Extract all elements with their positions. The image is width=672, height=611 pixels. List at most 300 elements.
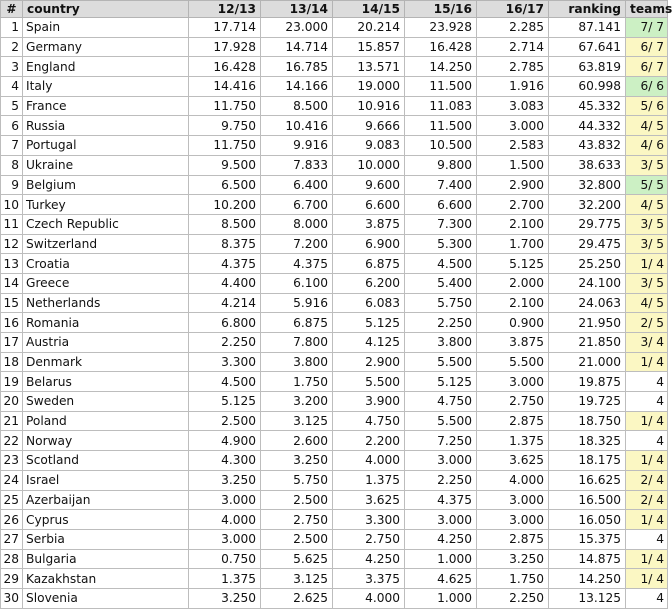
season-2-points-cell: 5.916 — [261, 293, 333, 313]
season-1-points-cell: 3.250 — [189, 470, 261, 490]
season-2-points-cell: 9.916 — [261, 136, 333, 156]
country-name-cell: Slovenia — [23, 588, 189, 608]
season-1-points-cell: 3.000 — [189, 490, 261, 510]
ranking-total-cell: 18.325 — [549, 431, 626, 451]
rank-number-cell: 28 — [1, 549, 23, 569]
season-3-points-cell: 6.600 — [333, 195, 405, 215]
ranking-total-cell: 29.775 — [549, 214, 626, 234]
ranking-total-cell: 87.141 — [549, 18, 626, 38]
table-row — [1, 273, 668, 293]
season-4-points-cell: 23.928 — [405, 18, 477, 38]
column-header-season-3[interactable]: 14/15 — [333, 1, 405, 18]
season-1-points-cell: 4.000 — [189, 510, 261, 530]
table-row — [1, 510, 668, 530]
season-1-points-cell: 9.500 — [189, 155, 261, 175]
country-name-cell: Spain — [23, 18, 189, 38]
rank-number-cell: 24 — [1, 470, 23, 490]
country-name-cell: Czech Republic — [23, 214, 189, 234]
teams-remaining-cell: 6/ 7 — [626, 37, 668, 57]
ranking-total-cell: 18.175 — [549, 451, 626, 471]
rank-number-cell: 3 — [1, 57, 23, 77]
season-1-points-cell: 4.900 — [189, 431, 261, 451]
country-name-cell: Russia — [23, 116, 189, 136]
season-4-points-cell: 2.250 — [405, 470, 477, 490]
rank-number-cell: 8 — [1, 155, 23, 175]
teams-remaining-cell: 3/ 5 — [626, 214, 668, 234]
rank-number-cell: 22 — [1, 431, 23, 451]
season-5-points-cell: 0.900 — [477, 313, 549, 333]
season-2-points-cell: 23.000 — [261, 18, 333, 38]
season-5-points-cell: 2.583 — [477, 136, 549, 156]
season-4-points-cell: 4.500 — [405, 254, 477, 274]
column-header-season-5[interactable]: 16/17 — [477, 1, 549, 18]
season-1-points-cell: 8.375 — [189, 234, 261, 254]
season-4-points-cell: 4.375 — [405, 490, 477, 510]
ranking-total-cell: 44.332 — [549, 116, 626, 136]
country-name-cell: Portugal — [23, 136, 189, 156]
table-row — [1, 333, 668, 353]
ranking-total-cell: 16.500 — [549, 490, 626, 510]
season-1-points-cell: 2.500 — [189, 411, 261, 431]
table-row — [1, 293, 668, 313]
season-2-points-cell: 3.125 — [261, 569, 333, 589]
ranking-total-cell: 63.819 — [549, 57, 626, 77]
season-2-points-cell: 8.500 — [261, 96, 333, 116]
season-4-points-cell: 4.250 — [405, 529, 477, 549]
teams-remaining-cell: 1/ 4 — [626, 352, 668, 372]
country-name-cell: Romania — [23, 313, 189, 333]
teams-remaining-cell: 1/ 4 — [626, 254, 668, 274]
table-row — [1, 195, 668, 215]
ranking-total-cell: 21.950 — [549, 313, 626, 333]
season-2-points-cell: 10.416 — [261, 116, 333, 136]
season-4-points-cell: 4.750 — [405, 392, 477, 412]
teams-remaining-cell: 2/ 4 — [626, 490, 668, 510]
rank-number-cell: 12 — [1, 234, 23, 254]
season-3-points-cell: 2.900 — [333, 352, 405, 372]
rank-number-cell: 15 — [1, 293, 23, 313]
season-5-points-cell: 4.000 — [477, 470, 549, 490]
season-5-points-cell: 2.875 — [477, 411, 549, 431]
season-1-points-cell: 3.000 — [189, 529, 261, 549]
table-row — [1, 77, 668, 97]
season-1-points-cell: 17.928 — [189, 37, 261, 57]
table-row — [1, 175, 668, 195]
rank-number-cell: 27 — [1, 529, 23, 549]
season-1-points-cell: 6.500 — [189, 175, 261, 195]
season-4-points-cell: 7.300 — [405, 214, 477, 234]
rank-number-cell: 14 — [1, 273, 23, 293]
column-header-num[interactable]: # — [1, 1, 23, 18]
season-1-points-cell: 17.714 — [189, 18, 261, 38]
country-name-cell: Scotland — [23, 451, 189, 471]
season-4-points-cell: 9.800 — [405, 155, 477, 175]
season-4-points-cell: 5.500 — [405, 352, 477, 372]
season-1-points-cell: 11.750 — [189, 136, 261, 156]
season-4-points-cell: 5.750 — [405, 293, 477, 313]
season-2-points-cell: 6.700 — [261, 195, 333, 215]
table-row — [1, 254, 668, 274]
table-row — [1, 451, 668, 471]
teams-remaining-cell: 3/ 5 — [626, 155, 668, 175]
teams-remaining-cell: 6/ 7 — [626, 57, 668, 77]
column-header-season-4[interactable]: 15/16 — [405, 1, 477, 18]
season-4-points-cell: 7.400 — [405, 175, 477, 195]
rank-number-cell: 9 — [1, 175, 23, 195]
country-name-cell: Belgium — [23, 175, 189, 195]
season-5-points-cell: 2.100 — [477, 214, 549, 234]
season-5-points-cell: 5.500 — [477, 352, 549, 372]
column-header-teams[interactable]: teams — [626, 1, 668, 18]
ranking-total-cell: 32.200 — [549, 195, 626, 215]
rank-number-cell: 5 — [1, 96, 23, 116]
country-name-cell: Bulgaria — [23, 549, 189, 569]
teams-remaining-cell: 4 — [626, 588, 668, 608]
table-row — [1, 392, 668, 412]
teams-remaining-cell: 4 — [626, 529, 668, 549]
rank-number-cell: 7 — [1, 136, 23, 156]
country-name-cell: Ukraine — [23, 155, 189, 175]
season-2-points-cell: 7.800 — [261, 333, 333, 353]
season-2-points-cell: 14.714 — [261, 37, 333, 57]
teams-remaining-cell: 5/ 5 — [626, 175, 668, 195]
season-5-points-cell: 2.250 — [477, 588, 549, 608]
ranking-total-cell: 14.250 — [549, 569, 626, 589]
rank-number-cell: 6 — [1, 116, 23, 136]
season-2-points-cell: 2.625 — [261, 588, 333, 608]
season-1-points-cell: 5.125 — [189, 392, 261, 412]
ranking-total-cell: 25.250 — [549, 254, 626, 274]
country-name-cell: Austria — [23, 333, 189, 353]
country-name-cell: England — [23, 57, 189, 77]
season-5-points-cell: 1.700 — [477, 234, 549, 254]
table-row — [1, 214, 668, 234]
column-header-ranking[interactable]: ranking — [549, 1, 626, 18]
table-row — [1, 431, 668, 451]
table-row — [1, 569, 668, 589]
season-3-points-cell: 19.000 — [333, 77, 405, 97]
ranking-total-cell: 24.100 — [549, 273, 626, 293]
season-3-points-cell: 3.875 — [333, 214, 405, 234]
ranking-total-cell: 18.750 — [549, 411, 626, 431]
season-4-points-cell: 11.500 — [405, 116, 477, 136]
teams-remaining-cell: 3/ 5 — [626, 273, 668, 293]
season-5-points-cell: 3.875 — [477, 333, 549, 353]
season-3-points-cell: 15.857 — [333, 37, 405, 57]
season-3-points-cell: 4.250 — [333, 549, 405, 569]
season-3-points-cell: 2.750 — [333, 529, 405, 549]
season-4-points-cell: 2.250 — [405, 313, 477, 333]
rank-number-cell: 25 — [1, 490, 23, 510]
country-name-cell: Denmark — [23, 352, 189, 372]
season-5-points-cell: 5.125 — [477, 254, 549, 274]
season-2-points-cell: 7.200 — [261, 234, 333, 254]
teams-remaining-cell: 1/ 4 — [626, 510, 668, 530]
season-1-points-cell: 3.250 — [189, 588, 261, 608]
season-1-points-cell: 10.200 — [189, 195, 261, 215]
country-name-cell: Netherlands — [23, 293, 189, 313]
teams-remaining-cell: 1/ 4 — [626, 411, 668, 431]
season-4-points-cell: 5.125 — [405, 372, 477, 392]
country-name-cell: Belarus — [23, 372, 189, 392]
season-5-points-cell: 2.900 — [477, 175, 549, 195]
rank-number-cell: 30 — [1, 588, 23, 608]
season-4-points-cell: 3.000 — [405, 451, 477, 471]
table-row — [1, 96, 668, 116]
table-row — [1, 529, 668, 549]
country-name-cell: Poland — [23, 411, 189, 431]
season-3-points-cell: 20.214 — [333, 18, 405, 38]
season-1-points-cell: 0.750 — [189, 549, 261, 569]
teams-remaining-cell: 4 — [626, 372, 668, 392]
teams-remaining-cell: 3/ 4 — [626, 333, 668, 353]
season-5-points-cell: 3.083 — [477, 96, 549, 116]
ranking-total-cell: 16.050 — [549, 510, 626, 530]
season-3-points-cell: 10.916 — [333, 96, 405, 116]
season-4-points-cell: 4.625 — [405, 569, 477, 589]
season-3-points-cell: 4.750 — [333, 411, 405, 431]
season-3-points-cell: 5.500 — [333, 372, 405, 392]
teams-remaining-cell: 2/ 5 — [626, 313, 668, 333]
season-4-points-cell: 10.500 — [405, 136, 477, 156]
season-1-points-cell: 4.300 — [189, 451, 261, 471]
teams-remaining-cell: 4 — [626, 431, 668, 451]
rank-number-cell: 26 — [1, 510, 23, 530]
season-5-points-cell: 3.625 — [477, 451, 549, 471]
ranking-total-cell: 67.641 — [549, 37, 626, 57]
season-3-points-cell: 1.375 — [333, 470, 405, 490]
table-row — [1, 57, 668, 77]
ranking-total-cell: 21.850 — [549, 333, 626, 353]
table-row — [1, 411, 668, 431]
country-name-cell: Sweden — [23, 392, 189, 412]
season-3-points-cell: 6.900 — [333, 234, 405, 254]
table-row — [1, 588, 668, 608]
teams-remaining-cell: 5/ 6 — [626, 96, 668, 116]
season-3-points-cell: 9.666 — [333, 116, 405, 136]
ranking-total-cell: 43.832 — [549, 136, 626, 156]
season-5-points-cell: 3.250 — [477, 549, 549, 569]
teams-remaining-cell: 4/ 5 — [626, 116, 668, 136]
season-5-points-cell: 3.000 — [477, 490, 549, 510]
column-header-season-2[interactable]: 13/14 — [261, 1, 333, 18]
table-row — [1, 37, 668, 57]
season-3-points-cell: 10.000 — [333, 155, 405, 175]
table-row — [1, 549, 668, 569]
season-5-points-cell: 2.785 — [477, 57, 549, 77]
country-name-cell: Norway — [23, 431, 189, 451]
ranking-total-cell: 60.998 — [549, 77, 626, 97]
rank-number-cell: 10 — [1, 195, 23, 215]
table-row — [1, 155, 668, 175]
season-3-points-cell: 5.125 — [333, 313, 405, 333]
season-1-points-cell: 11.750 — [189, 96, 261, 116]
rank-number-cell: 19 — [1, 372, 23, 392]
season-2-points-cell: 6.875 — [261, 313, 333, 333]
season-2-points-cell: 2.500 — [261, 490, 333, 510]
table-row — [1, 234, 668, 254]
rank-number-cell: 18 — [1, 352, 23, 372]
table-row — [1, 352, 668, 372]
table-row — [1, 313, 668, 333]
country-name-cell: Croatia — [23, 254, 189, 274]
season-5-points-cell: 2.285 — [477, 18, 549, 38]
ranking-total-cell: 21.000 — [549, 352, 626, 372]
rank-number-cell: 16 — [1, 313, 23, 333]
country-name-cell: Israel — [23, 470, 189, 490]
country-name-cell: France — [23, 96, 189, 116]
season-1-points-cell: 1.375 — [189, 569, 261, 589]
season-3-points-cell: 13.571 — [333, 57, 405, 77]
season-1-points-cell: 2.250 — [189, 333, 261, 353]
rank-number-cell: 21 — [1, 411, 23, 431]
country-name-cell: Germany — [23, 37, 189, 57]
season-2-points-cell: 6.400 — [261, 175, 333, 195]
ranking-total-cell: 19.725 — [549, 392, 626, 412]
season-4-points-cell: 1.000 — [405, 588, 477, 608]
season-4-points-cell: 5.400 — [405, 273, 477, 293]
season-4-points-cell: 11.500 — [405, 77, 477, 97]
teams-remaining-cell: 4/ 5 — [626, 195, 668, 215]
season-1-points-cell: 4.400 — [189, 273, 261, 293]
season-5-points-cell: 1.375 — [477, 431, 549, 451]
season-5-points-cell: 2.750 — [477, 392, 549, 412]
season-4-points-cell: 5.300 — [405, 234, 477, 254]
season-3-points-cell: 3.625 — [333, 490, 405, 510]
season-3-points-cell: 4.000 — [333, 451, 405, 471]
rank-number-cell: 4 — [1, 77, 23, 97]
teams-remaining-cell: 1/ 4 — [626, 549, 668, 569]
rank-number-cell: 2 — [1, 37, 23, 57]
season-2-points-cell: 3.250 — [261, 451, 333, 471]
season-3-points-cell: 6.083 — [333, 293, 405, 313]
table-row — [1, 470, 668, 490]
ranking-total-cell: 32.800 — [549, 175, 626, 195]
ranking-total-cell: 13.125 — [549, 588, 626, 608]
season-2-points-cell: 8.000 — [261, 214, 333, 234]
season-1-points-cell: 4.214 — [189, 293, 261, 313]
season-2-points-cell: 3.200 — [261, 392, 333, 412]
season-3-points-cell: 6.200 — [333, 273, 405, 293]
season-5-points-cell: 3.000 — [477, 116, 549, 136]
season-1-points-cell: 3.300 — [189, 352, 261, 372]
teams-remaining-cell: 3/ 5 — [626, 234, 668, 254]
season-4-points-cell: 3.000 — [405, 510, 477, 530]
country-name-cell: Italy — [23, 77, 189, 97]
season-2-points-cell: 14.166 — [261, 77, 333, 97]
season-1-points-cell: 16.428 — [189, 57, 261, 77]
season-1-points-cell: 4.375 — [189, 254, 261, 274]
season-2-points-cell: 2.750 — [261, 510, 333, 530]
season-3-points-cell: 4.000 — [333, 588, 405, 608]
season-5-points-cell: 2.875 — [477, 529, 549, 549]
season-2-points-cell: 2.600 — [261, 431, 333, 451]
rank-number-cell: 1 — [1, 18, 23, 38]
table-row — [1, 490, 668, 510]
season-1-points-cell: 4.500 — [189, 372, 261, 392]
ranking-total-cell: 38.633 — [549, 155, 626, 175]
country-name-cell: Kazakhstan — [23, 569, 189, 589]
season-5-points-cell: 1.500 — [477, 155, 549, 175]
season-3-points-cell: 4.125 — [333, 333, 405, 353]
season-5-points-cell: 2.100 — [477, 293, 549, 313]
season-4-points-cell: 14.250 — [405, 57, 477, 77]
season-2-points-cell: 7.833 — [261, 155, 333, 175]
season-5-points-cell: 2.700 — [477, 195, 549, 215]
season-3-points-cell: 9.083 — [333, 136, 405, 156]
season-5-points-cell: 3.000 — [477, 510, 549, 530]
rank-number-cell: 23 — [1, 451, 23, 471]
season-4-points-cell: 3.800 — [405, 333, 477, 353]
season-4-points-cell: 7.250 — [405, 431, 477, 451]
ranking-total-cell: 29.475 — [549, 234, 626, 254]
header-row — [1, 1, 668, 18]
season-5-points-cell: 1.750 — [477, 569, 549, 589]
season-3-points-cell: 3.300 — [333, 510, 405, 530]
season-4-points-cell: 1.000 — [405, 549, 477, 569]
teams-remaining-cell: 2/ 4 — [626, 470, 668, 490]
season-2-points-cell: 4.375 — [261, 254, 333, 274]
teams-remaining-cell: 4 — [626, 392, 668, 412]
rank-number-cell: 20 — [1, 392, 23, 412]
rank-number-cell: 11 — [1, 214, 23, 234]
ranking-total-cell: 14.875 — [549, 549, 626, 569]
season-5-points-cell: 2.000 — [477, 273, 549, 293]
season-2-points-cell: 16.785 — [261, 57, 333, 77]
teams-remaining-cell: 1/ 4 — [626, 569, 668, 589]
ranking-total-cell: 45.332 — [549, 96, 626, 116]
ranking-total-cell: 19.875 — [549, 372, 626, 392]
season-1-points-cell: 9.750 — [189, 116, 261, 136]
rank-number-cell: 17 — [1, 333, 23, 353]
teams-remaining-cell: 4/ 6 — [626, 136, 668, 156]
season-1-points-cell: 6.800 — [189, 313, 261, 333]
season-4-points-cell: 5.500 — [405, 411, 477, 431]
country-name-cell: Serbia — [23, 529, 189, 549]
season-3-points-cell: 3.900 — [333, 392, 405, 412]
rank-number-cell: 29 — [1, 569, 23, 589]
teams-remaining-cell: 6/ 6 — [626, 77, 668, 97]
column-header-country[interactable]: country — [23, 1, 189, 18]
season-2-points-cell: 3.800 — [261, 352, 333, 372]
season-2-points-cell: 5.625 — [261, 549, 333, 569]
season-5-points-cell: 3.000 — [477, 372, 549, 392]
table-row — [1, 116, 668, 136]
teams-remaining-cell: 4/ 5 — [626, 293, 668, 313]
teams-remaining-cell: 1/ 4 — [626, 451, 668, 471]
season-1-points-cell: 8.500 — [189, 214, 261, 234]
country-name-cell: Switzerland — [23, 234, 189, 254]
ranking-total-cell: 15.375 — [549, 529, 626, 549]
country-name-cell: Greece — [23, 273, 189, 293]
season-4-points-cell: 11.083 — [405, 96, 477, 116]
country-name-cell: Cyprus — [23, 510, 189, 530]
table-row — [1, 136, 668, 156]
season-3-points-cell: 9.600 — [333, 175, 405, 195]
season-2-points-cell: 3.125 — [261, 411, 333, 431]
table-header — [1, 1, 672, 18]
season-3-points-cell: 3.375 — [333, 569, 405, 589]
season-3-points-cell: 6.875 — [333, 254, 405, 274]
column-header-season-1[interactable]: 12/13 — [189, 1, 261, 18]
ranking-total-cell: 24.063 — [549, 293, 626, 313]
season-4-points-cell: 6.600 — [405, 195, 477, 215]
table-row — [1, 372, 668, 392]
table-body — [1, 18, 668, 609]
season-3-points-cell: 2.200 — [333, 431, 405, 451]
country-name-cell: Turkey — [23, 195, 189, 215]
season-2-points-cell: 5.750 — [261, 470, 333, 490]
